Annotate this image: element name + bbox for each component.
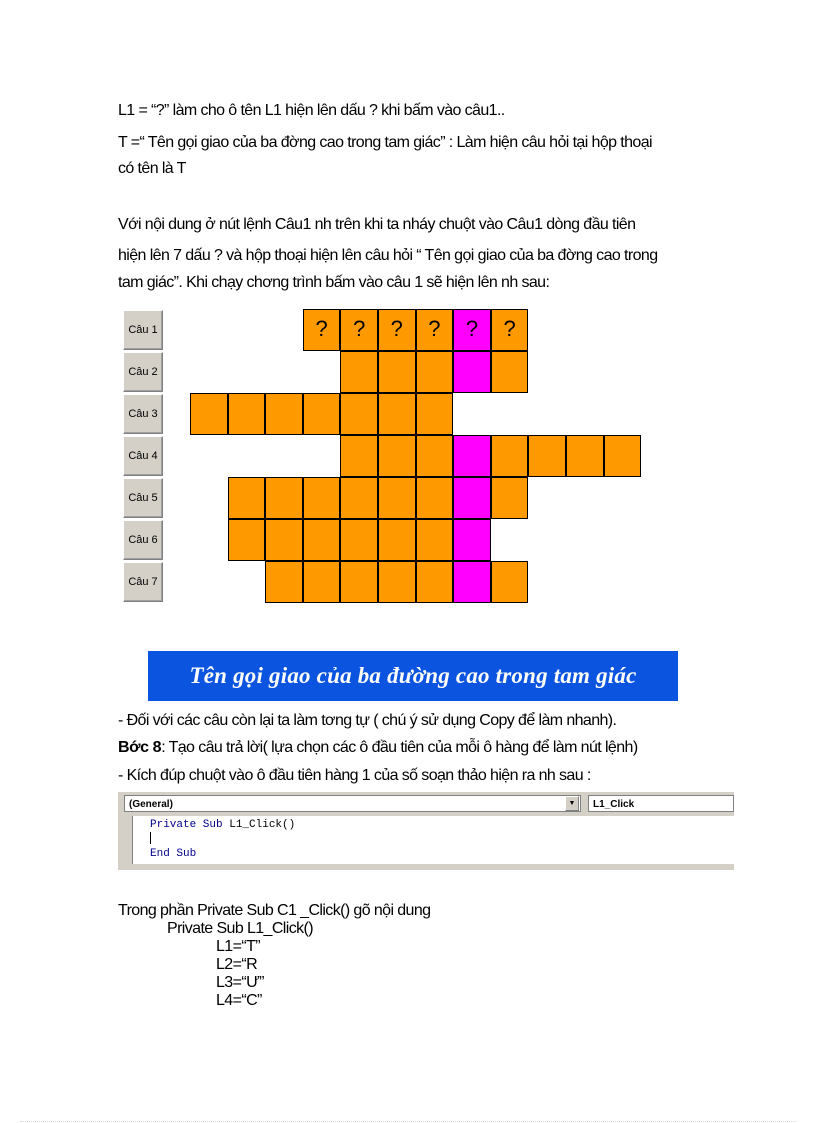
answer-cell[interactable] <box>416 393 454 435</box>
answer-cell[interactable] <box>491 477 529 519</box>
text-cursor <box>150 832 151 844</box>
code-assign-line: L2=“R <box>216 956 258 973</box>
answer-cell[interactable] <box>378 519 416 561</box>
answer-cell[interactable] <box>528 435 566 477</box>
answer-cell[interactable] <box>378 561 416 603</box>
answer-cell[interactable] <box>378 393 416 435</box>
step-label: Bớc 8 <box>118 739 162 756</box>
object-combo[interactable]: (General) <box>124 795 581 812</box>
answer-cell[interactable] <box>566 435 604 477</box>
answer-cell[interactable] <box>491 351 529 393</box>
answer-cell[interactable] <box>378 351 416 393</box>
paragraph-line: L1 = “?” làm cho ô tên L1 hiện lên dấu ? khi bấm vào câu1.. <box>118 102 505 119</box>
question-button-5[interactable]: Câu 5 <box>123 478 163 518</box>
answer-cell[interactable] <box>265 477 303 519</box>
code-line: End Sub <box>150 848 197 860</box>
answer-cell[interactable] <box>491 435 529 477</box>
answer-cell[interactable] <box>340 519 378 561</box>
code-line <box>150 818 295 832</box>
answer-cell[interactable] <box>416 351 454 393</box>
answer-cell[interactable] <box>265 561 303 603</box>
key-cell[interactable] <box>453 435 491 477</box>
paragraph-line: Với nội dung ở nút lệnh Câu1 nh trên khi ta nháy chuột vào Câu1 dòng đầu tiên <box>118 216 636 233</box>
answer-cell[interactable] <box>228 519 266 561</box>
answer-cell[interactable] <box>416 435 454 477</box>
answer-cell[interactable] <box>416 561 454 603</box>
answer-cell[interactable] <box>604 435 642 477</box>
answer-cell[interactable] <box>340 393 378 435</box>
question-banner: Tên gọi giao của ba đường cao trong tam giác <box>148 651 678 701</box>
answer-cell[interactable] <box>378 477 416 519</box>
answer-cell[interactable] <box>340 351 378 393</box>
procedure-combo[interactable]: L1_Click <box>588 795 734 812</box>
vb-code-window <box>118 792 734 870</box>
answer-cell[interactable] <box>228 477 266 519</box>
key-cell[interactable] <box>453 477 491 519</box>
code-keyword: Private Sub <box>150 819 223 831</box>
answer-cell[interactable]: ? <box>416 309 454 351</box>
answer-cell[interactable] <box>303 519 341 561</box>
code-assign-line: L3=“Ư” <box>216 974 264 991</box>
question-button-3[interactable]: Câu 3 <box>123 394 163 434</box>
answer-cell[interactable] <box>491 561 529 603</box>
code-text: L1_Click() <box>222 819 296 831</box>
answer-cell[interactable]: ? <box>491 309 529 351</box>
question-button-2[interactable]: Câu 2 <box>123 352 163 392</box>
answer-cell[interactable] <box>340 477 378 519</box>
step-line <box>118 736 638 760</box>
code-editor[interactable] <box>132 816 735 864</box>
step-text: : Tạo câu trả lời( lựa chọn các ô đầu tiên của mỗi ô hàng để làm nút lệnh) <box>161 739 638 756</box>
question-button-4[interactable]: Câu 4 <box>123 436 163 476</box>
key-cell[interactable] <box>453 561 491 603</box>
paragraph-line: có tên là T <box>118 160 186 177</box>
question-button-7[interactable]: Câu 7 <box>123 562 163 602</box>
answer-cell[interactable] <box>340 561 378 603</box>
code-sub-line: Private Sub L1_Click() <box>167 920 313 937</box>
instruction-line: - Kích đúp chuột vào ô đầu tiên hàng 1 của số soạn thảo hiện ra nh sau : <box>118 767 591 784</box>
answer-cell[interactable] <box>303 393 341 435</box>
answer-cell[interactable] <box>190 393 228 435</box>
trailing-intro: Trong phần Private Sub C1 _Click() gõ nội dung <box>118 902 431 919</box>
answer-cell[interactable] <box>265 393 303 435</box>
answer-cell[interactable]: ? <box>378 309 416 351</box>
paragraph-line: T =“ Tên gọi giao của ba đờng cao trong tam giác” : Làm hiện câu hỏi tại hộp thoại <box>118 134 652 151</box>
answer-cell[interactable] <box>416 519 454 561</box>
code-assign-line: L1=“T” <box>216 938 260 955</box>
paragraph-line: tam giác”. Khi chạy chơng trình bấm vào câu 1 sẽ hiện lên nh sau: <box>118 274 550 291</box>
page-divider <box>20 1121 796 1122</box>
key-cell[interactable] <box>453 351 491 393</box>
paragraph-line: hiện lên 7 dấu ? và hộp thoại hiện lên câu hỏi “ Tên gọi giao của ba đờng cao trong <box>118 247 658 264</box>
answer-cell[interactable]: ? <box>303 309 341 351</box>
key-cell[interactable] <box>453 519 491 561</box>
answer-cell[interactable] <box>228 393 266 435</box>
key-cell[interactable]: ? <box>453 309 491 351</box>
question-button-1[interactable]: Câu 1 <box>123 310 163 350</box>
answer-cell[interactable]: ? <box>340 309 378 351</box>
code-assign-line: L4=“C” <box>216 992 262 1009</box>
question-button-6[interactable]: Câu 6 <box>123 520 163 560</box>
answer-cell[interactable] <box>303 561 341 603</box>
answer-cell[interactable] <box>265 519 303 561</box>
answer-cell[interactable] <box>340 435 378 477</box>
instruction-line: - Đối với các câu còn lại ta làm tơng tự ( chú ý sử dụng Copy để làm nhanh). <box>118 712 617 729</box>
chevron-down-icon[interactable]: ▼ <box>565 796 579 811</box>
answer-cell[interactable] <box>303 477 341 519</box>
answer-cell[interactable] <box>378 435 416 477</box>
answer-cell[interactable] <box>416 477 454 519</box>
